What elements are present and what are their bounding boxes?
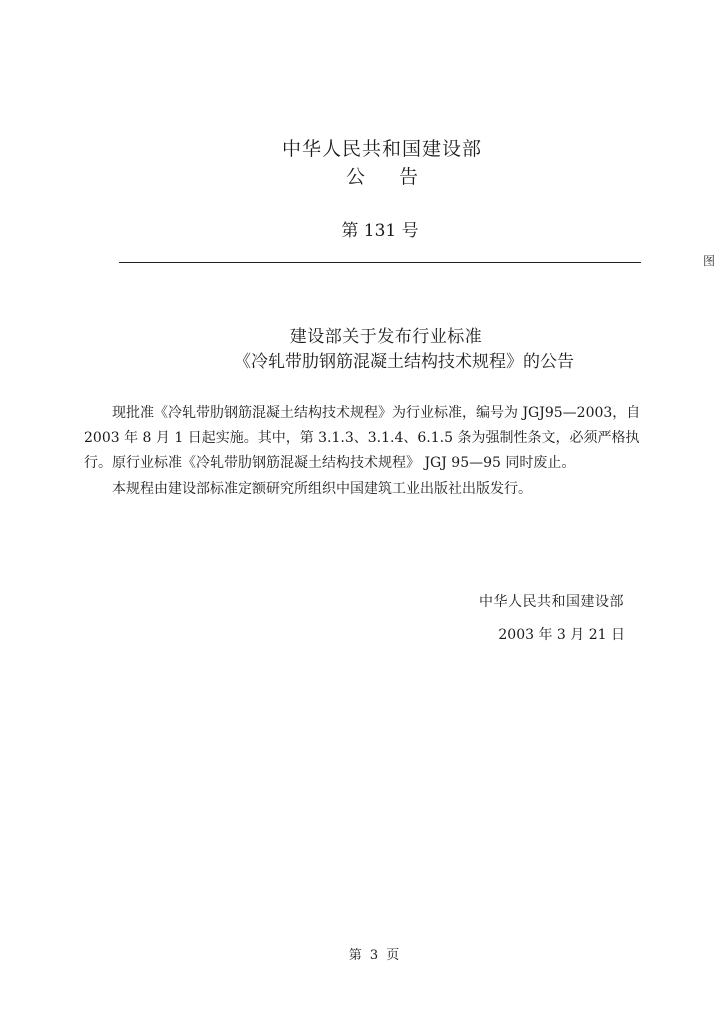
announcement-body xyxy=(84,401,644,502)
issuer-heading: 中华人民共和国建设部 xyxy=(281,138,482,160)
margin-mark: 图 xyxy=(703,254,716,268)
document-number: 第 131 号 xyxy=(341,221,419,241)
page-number: 第 3 页 xyxy=(348,948,400,963)
announcement-title-line-2: 《冷轧带肋钢筋混凝土结构技术规程》的公告 xyxy=(234,352,574,372)
announcement-title-line-1: 建设部关于发布行业标准 xyxy=(289,327,483,347)
header-divider xyxy=(119,262,641,263)
document-type: 公 告 xyxy=(345,166,419,188)
body-paragraph: 现批准《冷轧带肋钢筋混凝土结构技术规程》为行业标准，编号为 JGJ95—2003，自 2003 年 8 月 1 日起实施。其中，第 3.1.3、3.1.4、6.1.5 条为强制性条文，必须严格执行。原行业标准《冷轧带肋钢筋混凝土结构技术规程》 JGJ 95—95 同时废止。 xyxy=(84,405,641,471)
signature-date: 2003 年 3 月 21 日 xyxy=(498,627,625,643)
signature-org: 中华人民共和国建设部 xyxy=(479,594,624,610)
body-paragraph: 本规程由建设部标准定额研究所组织中国建筑工业出版社出版发行。 xyxy=(112,481,532,497)
